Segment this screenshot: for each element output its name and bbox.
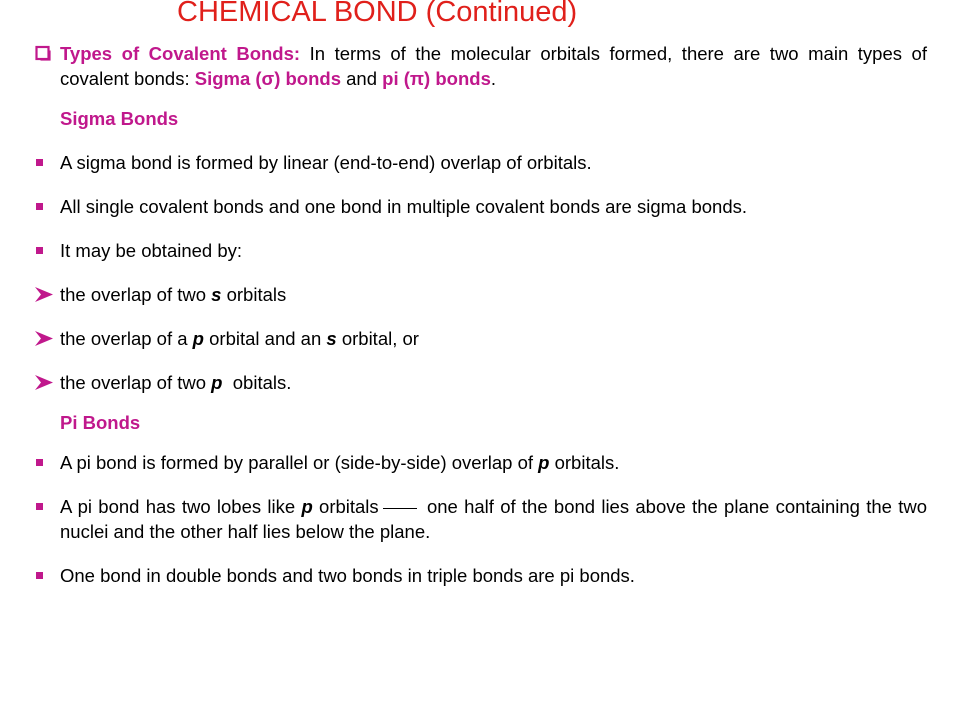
- intro-label: Types of Covalent Bonds:: [60, 43, 301, 64]
- pi-point-1-after: orbitals.: [549, 452, 620, 473]
- pi-point-2-text: [60, 494, 927, 544]
- orbital-p-var: p: [538, 452, 550, 473]
- option-1-before: the overlap of two: [60, 284, 212, 305]
- pi-point-1: [34, 450, 927, 475]
- filled-square-bullet-icon: [34, 238, 56, 263]
- pi-point-2: [34, 494, 927, 544]
- filled-square-bullet-icon: [34, 194, 56, 219]
- pi-bonds-heading: Pi Bonds: [60, 412, 141, 433]
- pi-point-2-middle: orbitals: [312, 496, 379, 517]
- option-3-before: the overlap of two: [60, 372, 212, 393]
- intro-period: .: [490, 68, 496, 89]
- sigma-option-3-text: [60, 370, 927, 395]
- sigma-option-2-text: [60, 326, 927, 351]
- arrowhead-bullet-icon: [34, 282, 56, 307]
- option-3-after: obitals.: [222, 372, 292, 393]
- sigma-point-2-text: All single covalent bonds and one bond in multiple covalent bonds are sigma bonds.: [60, 196, 748, 217]
- pi-bonds-term: pi (π) bonds: [382, 68, 491, 89]
- filled-square-bullet-icon: [34, 563, 56, 588]
- option-2-before: the overlap of a: [60, 328, 193, 349]
- pi-point-3: [34, 563, 927, 588]
- orbital-s-var: s: [211, 284, 222, 305]
- sigma-bonds-heading: Sigma Bonds: [60, 108, 179, 129]
- sigma-option-1-text: [60, 282, 927, 307]
- intro-item: [34, 41, 927, 91]
- intro-body: In terms of the molecular orbitals formed, there are two main types of covalent bonds:: [60, 43, 927, 89]
- sigma-point-1: [34, 150, 927, 175]
- sigma-option-1: [34, 282, 927, 307]
- filled-square-bullet-icon: [34, 450, 56, 475]
- sigma-point-3: [34, 238, 927, 263]
- option-2-middle: orbital and an: [203, 328, 327, 349]
- sigma-option-3: [34, 370, 927, 395]
- option-2-after: orbital, or: [336, 328, 419, 349]
- sigma-bonds-term: Sigma (σ) bonds: [194, 68, 341, 89]
- intro-text: [60, 41, 927, 91]
- pi-point-2-after: one half of the bond lies above the plane containing the two nuclei and the other half lies below the plane.: [60, 496, 928, 542]
- pi-point-1-before: A pi bond is formed by parallel or (side-by-side) overlap of: [60, 452, 539, 473]
- arrowhead-bullet-icon: [34, 326, 56, 351]
- orbital-p-var: p: [301, 496, 313, 517]
- filled-square-bullet-icon: [34, 494, 56, 519]
- sigma-point-3-text: It may be obtained by:: [60, 240, 243, 261]
- sigma-point-2: [34, 194, 927, 219]
- arrowhead-bullet-icon: [34, 370, 56, 395]
- hollow-square-bullet-icon: [34, 41, 56, 66]
- slide-title: CHEMICAL BOND (Continued): [177, 0, 578, 28]
- orbital-p-var: p: [211, 372, 223, 393]
- orbital-p-var: p: [192, 328, 204, 349]
- option-1-after: orbitals: [221, 284, 287, 305]
- pi-point-2-before: A pi bond has two lobes like: [60, 496, 302, 517]
- sigma-point-1-text: A sigma bond is formed by linear (end-to-end) overlap of orbitals.: [60, 152, 592, 173]
- pi-point-3-text: One bond in double bonds and two bonds in triple bonds are pi bonds.: [60, 565, 635, 586]
- em-dash-rule: [383, 508, 417, 509]
- pi-point-1-text: [60, 450, 927, 475]
- filled-square-bullet-icon: [34, 150, 56, 175]
- sigma-option-2: [34, 326, 927, 351]
- orbital-s-var: s: [326, 328, 337, 349]
- intro-and: and: [341, 68, 383, 89]
- slide-content: [34, 41, 927, 588]
